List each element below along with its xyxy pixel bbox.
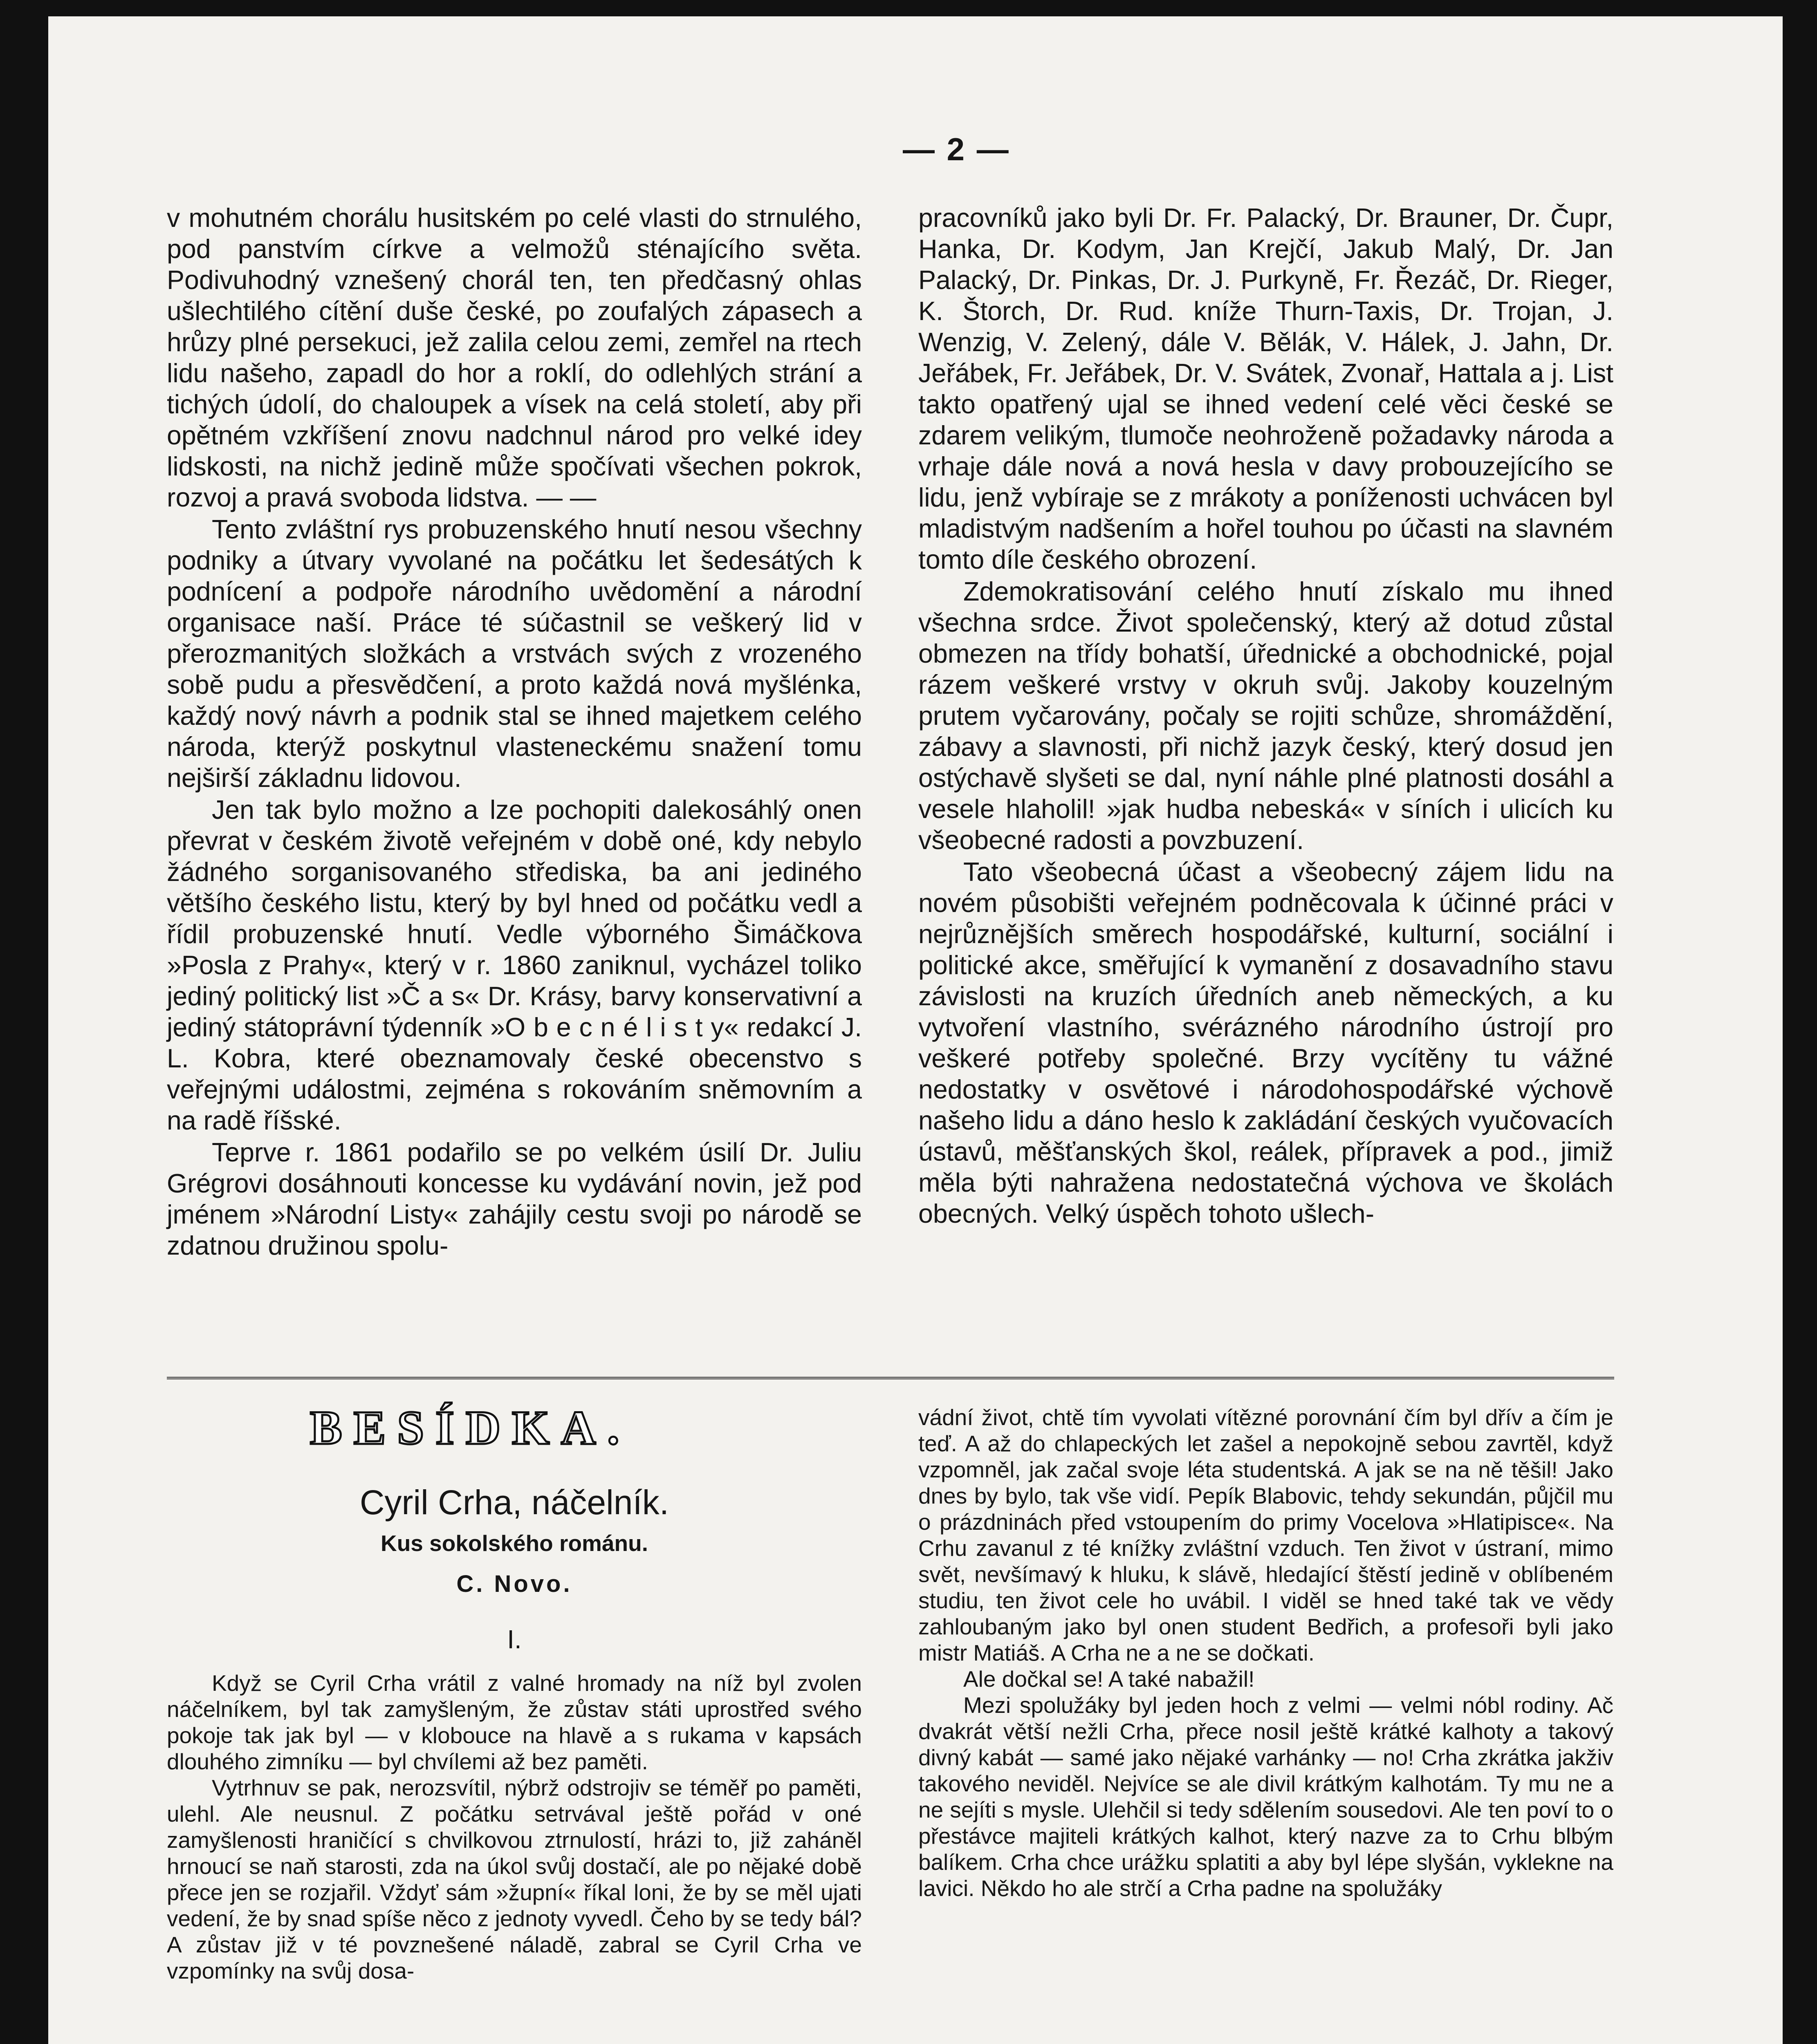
story-header [167,1480,862,1664]
section-divider [167,1377,1614,1379]
article-paragraph: Tento zvláštní rys probuzenského hnutí nesou všechny podniky a útvary vyvolané na počátku let šedesátých k podnícení a podpoře národního uvědomění a národní organisace naší. Práce té súčastnil se veškerý lid v přerozmanitých složkách a vrstvách svých z vrozeného sobě pudu a přesvědčení, a proto každá nová myšlénka, každý nový návrh a podnik stal se ihned majetkem celého národa, kterýž poskytnul vlasteneckému snažení tomu nejširší základnu lidovou. [167,515,862,793]
story-author: C. Novo. [456,1571,572,1597]
article-paragraph: Teprve r. 1861 podařilo se po velkém úsilí Dr. Juliu Grégrovi dosáhnouti koncesse ku vydávání novin, jež pod jménem »Národní Listy« zahájily cestu svoji po národě se zdatnou družinou spolu- [167,1138,862,1260]
story-paragraph: Vytrhnuv se pak, nerozsvítil, nýbrž odstrojiv se téměř po paměti, ulehl. Ale neusnul. Z počátku setrvával ještě pořád v oné zamyšlenosti hraničící s chvilkovou ztrnulostí, hrázi to, již zaháněl hrnoucí se naň starosti, zda na úkol svůj dostačí, ale po nějaké době přece jen se rozjařil. Vždyť sám »župní« říkal loni, že by se měl ujati vedení, že by snad spíše něco z jednoty vyvedl. Čeho by se tedy bál? A zůstav již v té povznešené náladě, zabral se Cyril Crha ve vzpomínky na svůj dosa- [167,1775,862,1983]
article-paragraph: Jen tak bylo možno a lze pochopiti dalekosáhlý onen převrat v českém životě veřejném v době oné, kdy nebylo žádného sorganisovaného střediska, ba ani jediného většího českého listu, který by byl hned od počátku vedl a řídil probuzenské hnutí. Vedle výborného Šimáčkova »Posla z Prahy«, který v r. 1860 zaniknul, vycházel toliko jediný politický list »Č a s« Dr. Krásy, barvy konservativní a jediný státoprávní týdenník »O b e c n é l i s t y« redakcí J. L. Kobra, které obeznamovaly české obecenstvo s veřejnými událostmi, zejména s rokováním sněmovním a na radě říšské. [167,795,862,1135]
story-paragraph: vádní život, chtě tím vyvolati vítězné porovnání čím byl dřív a čím je teď. A až do chlapeckých let zašel a nepokojně sebou zavrtěl, když vzpomněl, jak začal svoje léta studentská. A jak se na ně těšil! Jako dnes by bylo, tak vše vidí. Pepík Blabovic, tehdy sekundán, půjčil mu o prázdninách před vstoupením do primy Vocelova »Hlatipisce«. Na Crhu zavanul z té knížky zvláštní vzduch. Ten život v ústraní, mimo svět, nevšímavý k hluku, k slávě, hledající štěstí jedině v oblíbeném studiu, ten život cele ho uvábil. I viděl se hned také tak ve vědy zahloubaným jako byl onen student Bedřich, a profesoři byli jako mistr Matiáš. A Crha ne a ne se dočkati. [918,1405,1613,1665]
besidka-heading: BESÍDKA. [310,1401,631,1455]
chapter-number: I. [507,1625,522,1654]
article-column-right [918,202,1613,1229]
story-paragraph: Mezi spolužáky byl jeden hoch z velmi — velmi nóbl rodiny. Ač dvakrát větší nežli Crha, přece nosil ještě krátké kalhoty a takový divný kabát — samé jako nějaké varhánky — no! Crha zkrátka jakživ takového neviděl. Nejvíce se ale divil krátkým kalhotám. Ty mu ne a ne sejíti s mysle. Ulehčil si tedy sdělením sousedovi. Ale ten poví to o přestávce majiteli krátkých kalhot, který nazve za to Crhu blbým balíkem. Crha chce urážku splatiti a aby byl lépe slyšán, vyklekne na lavici. Někdo ho ale strčí a Crha padne na spolužáky [918,1692,1613,1901]
story-title: Cyril Crha, náčelník. [359,1483,669,1522]
story-paragraph: Když se Cyril Crha vrátil z valné hromady na níž byl zvolen náčelníkem, byl tak zamyšleným, že zůstav státi uprostřed svého pokoje tak jak byl — v klobouce na hlavě a s rukama v kapsách dlouhého zimníku — byl chvílemi až bez paměti. [167,1670,862,1774]
article-paragraph: Tato všeobecná účast a všeobecný zájem lidu na novém působišti veřejném podněcovala k účinné práci v nejrůznějších směrech hospodářské, kulturní, sociální i politické akce, směřující k vymanění z dosavadního stavu závislosti na kruzích úředních aneb německých, a ku vytvoření vlastního, svérázného národního ústrojí pro veškeré potřeby společné. Brzy vycítěny tu vážné nedostatky v osvětové i národohospodářské výchově našeho lidu a dáno heslo k zakládání českých vyučovacích ústavů, měšťanských škol, reálek, přípravek a pod., jimiž měla býti nahražena nedostatečná výchova ve školách obecných. Velký úspěch tohoto ušlech- [918,857,1613,1228]
page-number: — 2 — [903,131,1010,167]
article-column-left [167,202,862,1261]
story-column-right [918,1404,1613,1901]
story-subtitle: Kus sokolského románu. [380,1531,648,1556]
article-paragraph: pracovníků jako byli Dr. Fr. Palacký, Dr. Brauner, Dr. Čupr, Hanka, Dr. Kodym, Jan Krejčí, Jakub Malý, Dr. Jan Palacký, Dr. Pinkas, Dr. J. Purkyně, Fr. Řezáč, Dr. Rieger, K. Štorch, Dr. Rud. kníže Thurn-Taxis, Dr. Trojan, J. Wenzig, V. Zelený, dále V. Bělák, V. Hálek, J. Jahn, Dr. Jeřábek, Fr. Jeřábek, Dr. V. Svátek, Zvonař, Hattala a j. List takto opatřený ujal se ihned vedení celé věci české se zdarem velikým, tlumoče neohroženě požadavky národa a vrhaje dále nová a nová hesla v davy probouzejícího se lidu, jenž vybíraje se z mrákoty a poníženosti uchvácen byl mladistvým nadšením a hořel touhou po účasti na slavném tomto díle českého obrození. [918,203,1613,574]
article-paragraph: Zdemokratisování celého hnutí získalo mu ihned všechna srdce. Život společenský, který až dotud zůstal obmezen na třídy bohatší, úřednické a obchodnické, pojal rázem veškeré vrstvy v okruh svůj. Jakoby kouzelným prutem vyčarovány, počaly se rojiti schůze, shromáždění, zábavy a slavnosti, při nichž jazyk český, který dosud jen ostýchavě slyšeti se dal, nyní náhle plné platnosti dosáhl a vesele hlaholil! »jak hudba nebeská« v síních i ulicích ku všeobecné radosti a povzbuzení. [918,577,1613,855]
article-paragraph: v mohutném chorálu husitském po celé vlasti do strnulého, pod panstvím církve a velmožů sténajícího světa. Podivuhodný vznešený chorál ten, ten předčasný ohlas ušlechtilého cítění duše české, po zoufalých zápasech a hrůzy plné persekuci, jež zalila celou zemi, zemřel na rtech lidu našeho, zapadl do hor a roklí, do odlehlých strání a tichých údolí, do chaloupek a vísek na celá století, aby při opětném vzkříšení znovu nadchnul národ pro velké idey lidskosti, na nichž jedině může spočívati všechen pokrok, rozvoj a pravá svoboda lidstva. — — [167,203,862,512]
story-paragraph: Ale dočkal se! A také nabažil! [963,1666,1255,1692]
story-column-left [167,1670,862,1984]
newspaper-page [48,16,1783,2044]
